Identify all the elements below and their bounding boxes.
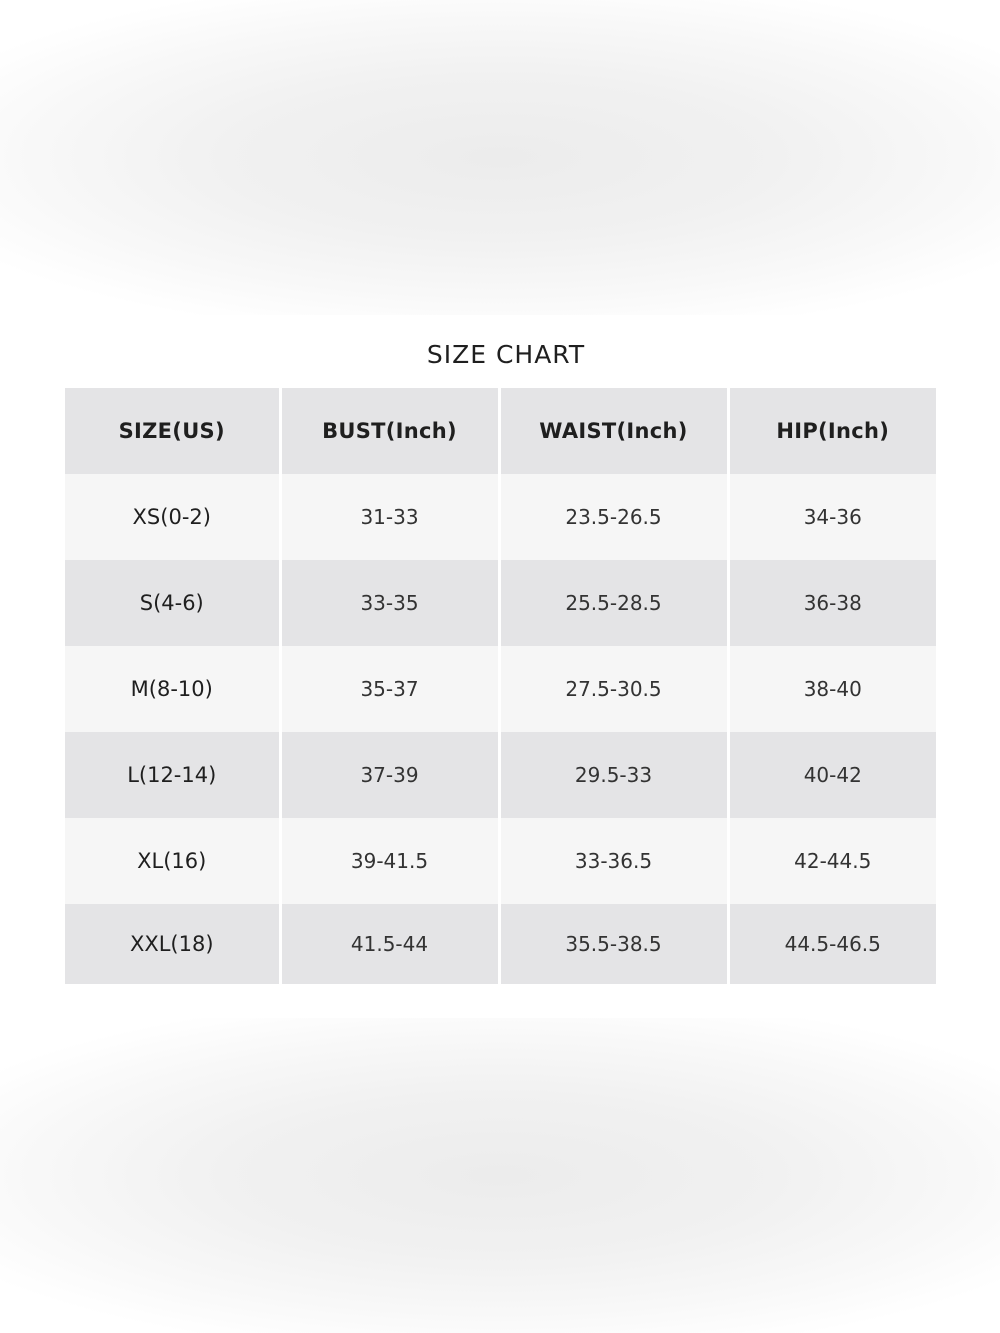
header-waist: WAIST(Inch) <box>499 388 728 474</box>
table-row <box>65 818 936 904</box>
hip-cell: 36-38 <box>728 560 936 646</box>
hip-cell: 34-36 <box>728 474 936 560</box>
bust-cell: 37-39 <box>280 732 499 818</box>
table-row <box>65 904 936 984</box>
bust-cell: 35-37 <box>280 646 499 732</box>
bust-cell: 31-33 <box>280 474 499 560</box>
table-row <box>65 474 936 560</box>
hip-cell: 38-40 <box>728 646 936 732</box>
size-cell: XS(0-2) <box>132 505 211 529</box>
header-hip: HIP(Inch) <box>728 388 936 474</box>
hip-cell: 44.5-46.5 <box>728 904 936 984</box>
waist-cell: 27.5-30.5 <box>499 646 728 732</box>
bust-cell: 33-35 <box>280 560 499 646</box>
waist-cell: 29.5-33 <box>499 732 728 818</box>
header-size: SIZE(US) <box>118 419 225 443</box>
header-bust: BUST(Inch) <box>280 388 499 474</box>
size-cell: S(4-6) <box>139 591 204 615</box>
size-cell: XXL(18) <box>129 932 214 956</box>
bust-cell: 39-41.5 <box>280 818 499 904</box>
size-cell: XL(16) <box>137 849 207 873</box>
background-bottom <box>0 1018 1000 1333</box>
table-row <box>65 732 936 818</box>
bust-cell: 41.5-44 <box>280 904 499 984</box>
waist-cell: 33-36.5 <box>499 818 728 904</box>
waist-cell: 23.5-26.5 <box>499 474 728 560</box>
table-header-row <box>65 388 936 474</box>
table-row <box>65 560 936 646</box>
waist-cell: 35.5-38.5 <box>499 904 728 984</box>
hip-cell: 42-44.5 <box>728 818 936 904</box>
waist-cell: 25.5-28.5 <box>499 560 728 646</box>
table-row <box>65 646 936 732</box>
chart-title: SIZE CHART <box>426 340 586 369</box>
size-cell: L(12-14) <box>127 763 217 787</box>
size-cell: M(8-10) <box>130 677 213 701</box>
hip-cell: 40-42 <box>728 732 936 818</box>
background-top <box>0 0 1000 315</box>
size-table <box>65 388 936 984</box>
